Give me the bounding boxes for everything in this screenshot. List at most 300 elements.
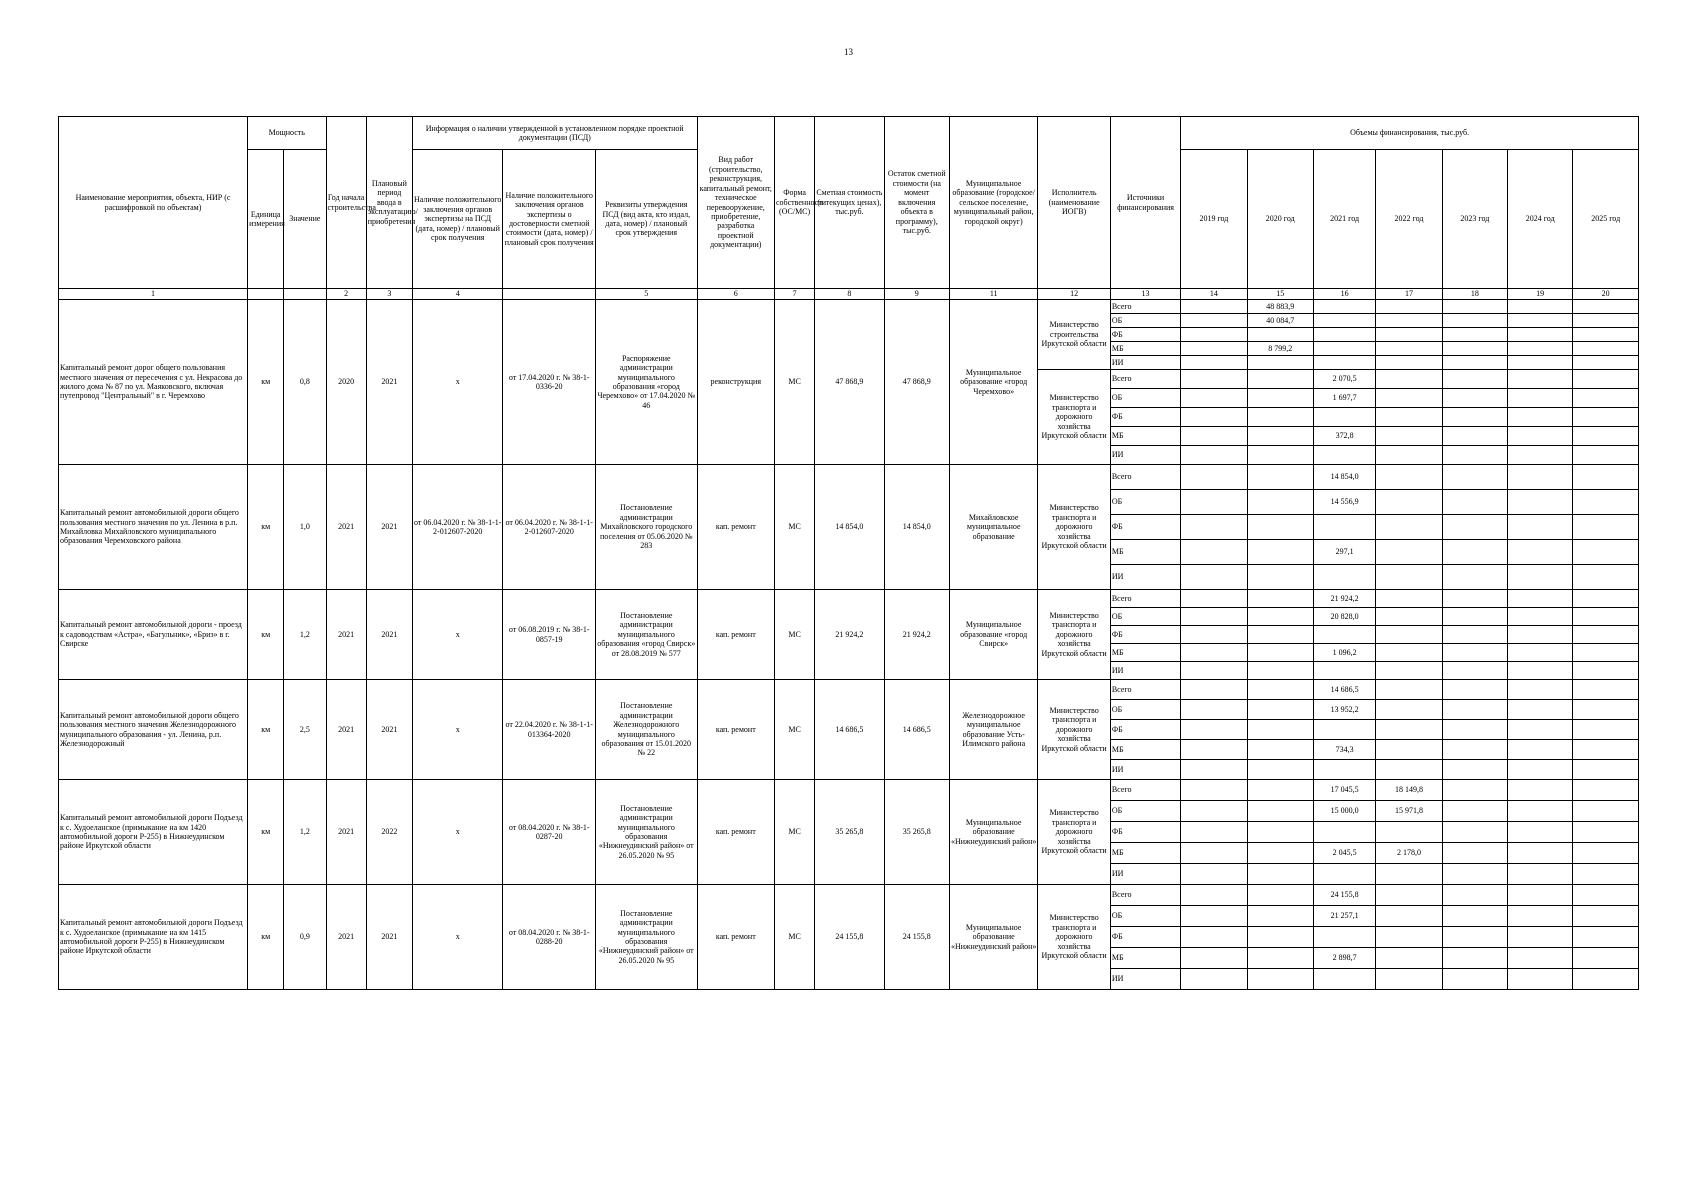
- funding-value: [1442, 446, 1507, 465]
- object-municipality: Муниципальное образование «Нижнеудинский район»: [949, 780, 1037, 885]
- funding-value: [1508, 408, 1573, 427]
- header-psd-cost-expertise: Наличие положительного заключения органов экспертизы о достоверности сметной стоимости (дата, номер) / плановый срок получения: [503, 150, 596, 289]
- funding-value: [1247, 864, 1313, 885]
- funding-value: 17 045,5: [1313, 780, 1375, 801]
- funding-value: [1376, 822, 1442, 843]
- object-estimated-cost: 47 868,9: [815, 300, 884, 465]
- table-row: [59, 780, 1639, 801]
- object-planned-period: 2022: [366, 780, 412, 885]
- object-estimated-cost: 14 686,5: [815, 680, 884, 780]
- funding-value: 21 924,2: [1313, 590, 1375, 608]
- funding-value: [1442, 314, 1507, 328]
- funding-value: [1573, 720, 1639, 740]
- funding-value: [1181, 822, 1247, 843]
- funding-value: [1376, 626, 1442, 644]
- funding-value: [1313, 300, 1375, 314]
- page-number: 13: [844, 47, 853, 57]
- funding-source: ОБ: [1110, 906, 1180, 927]
- funding-value: [1442, 740, 1507, 760]
- object-name: Капитальный ремонт автомобильной дороги - проезд к садоводствам «Астра», «Багульник», «Бриз» в г. Свирске: [59, 590, 248, 680]
- object-psd-expertise: х: [412, 300, 503, 465]
- funding-source: МБ: [1110, 644, 1180, 662]
- funding-value: [1247, 720, 1313, 740]
- funding-value: [1442, 408, 1507, 427]
- funding-value: [1573, 328, 1639, 342]
- header-psd-approval: Реквизиты утверждения ПСД (вид акта, кто издал, дата, номер) / плановый срок утверждения: [595, 150, 697, 289]
- funding-source: Всего: [1110, 680, 1180, 700]
- funding-value: [1181, 608, 1247, 626]
- funding-source: ОБ: [1110, 490, 1180, 515]
- funding-value: [1376, 515, 1442, 540]
- funding-value: [1181, 644, 1247, 662]
- funding-source: ИИ: [1110, 565, 1180, 590]
- funding-source: Всего: [1110, 300, 1180, 314]
- header-year-2019: 2019 год: [1181, 150, 1247, 289]
- funding-value: [1442, 427, 1507, 446]
- funding-value: [1508, 662, 1573, 680]
- funding-value: [1442, 822, 1507, 843]
- object-ownership: МС: [774, 885, 814, 990]
- funding-value: [1247, 370, 1313, 389]
- funding-value: [1376, 700, 1442, 720]
- funding-value: [1508, 801, 1573, 822]
- funding-value: [1181, 969, 1247, 990]
- funding-value: [1573, 927, 1639, 948]
- object-start-year: 2020: [326, 300, 366, 465]
- object-power-value: 1,2: [284, 590, 326, 680]
- object-executor: Министерство транспорта и дорожного хозяйства Иркутской области: [1038, 465, 1110, 590]
- funding-value: 20 828,0: [1313, 608, 1375, 626]
- funding-value: [1442, 801, 1507, 822]
- object-unit: км: [248, 780, 284, 885]
- funding-value: [1442, 760, 1507, 780]
- funding-source: ОБ: [1110, 608, 1180, 626]
- object-psd-approval: Постановление администрации муниципального образования «город Свирск» от 28.08.2019 № 577: [595, 590, 697, 680]
- funding-value: [1573, 356, 1639, 370]
- object-psd-approval: Распоряжение администрации муниципального образования «город Черемхово» от 17.04.2020 № 46: [595, 300, 697, 465]
- funding-value: [1181, 662, 1247, 680]
- funding-value: [1247, 626, 1313, 644]
- funding-value: [1508, 644, 1573, 662]
- object-ownership: МС: [774, 680, 814, 780]
- funding-value: [1573, 427, 1639, 446]
- funding-value: 15 971,8: [1376, 801, 1442, 822]
- column-number-cell: 8: [815, 289, 884, 300]
- funding-value: [1573, 515, 1639, 540]
- column-number-cell: 13: [1110, 289, 1180, 300]
- funding-value: [1313, 565, 1375, 590]
- funding-value: [1247, 644, 1313, 662]
- object-power-value: 2,5: [284, 680, 326, 780]
- object-executor: Министерство транспорта и дорожного хозяйства Иркутской области: [1038, 885, 1110, 990]
- object-planned-period: 2021: [366, 680, 412, 780]
- funding-value: [1376, 969, 1442, 990]
- funding-value: [1376, 864, 1442, 885]
- funding-value: [1508, 885, 1573, 906]
- object-work-type: кап. ремонт: [697, 680, 774, 780]
- funding-value: [1313, 720, 1375, 740]
- object-work-type: реконструкция: [697, 300, 774, 465]
- funding-value: [1313, 662, 1375, 680]
- object-name: Капитальный ремонт автомобильной дороги общего пользования местного значения Железнодорожного муниципального образования - ул. Ленина, р.п. Железнодорожный: [59, 680, 248, 780]
- header-year-2021: 2021 год: [1313, 150, 1375, 289]
- funding-value: [1376, 465, 1442, 490]
- column-number-cell: 20: [1573, 289, 1639, 300]
- funding-value: [1376, 565, 1442, 590]
- funding-value: [1508, 590, 1573, 608]
- funding-value: [1181, 356, 1247, 370]
- funding-value: [1181, 740, 1247, 760]
- funding-value: [1508, 370, 1573, 389]
- object-ownership: МС: [774, 590, 814, 680]
- object-planned-period: 2021: [366, 885, 412, 990]
- column-number-cell: 17: [1376, 289, 1442, 300]
- funding-value: [1442, 720, 1507, 740]
- funding-value: [1508, 740, 1573, 760]
- header-ownership: Форма собственности (ОС/МС): [774, 117, 814, 289]
- funding-value: [1442, 906, 1507, 927]
- funding-value: [1247, 565, 1313, 590]
- object-psd-approval: Постановление администрации Железнодорожного муниципального образования от 15.01.2020 № 22: [595, 680, 697, 780]
- funding-value: [1181, 626, 1247, 644]
- object-power-value: 1,0: [284, 465, 326, 590]
- funding-source: Всего: [1110, 370, 1180, 389]
- funding-value: [1573, 565, 1639, 590]
- object-estimated-cost: 24 155,8: [815, 885, 884, 990]
- funding-value: [1247, 490, 1313, 515]
- funding-value: [1181, 780, 1247, 801]
- object-psd-expertise: х: [412, 680, 503, 780]
- funding-value: [1181, 927, 1247, 948]
- funding-value: [1508, 356, 1573, 370]
- header-remaining-cost: Остаток сметной стоимости (на момент включения объекта в программу), тыс.руб.: [884, 117, 949, 289]
- column-number-row: [59, 289, 1639, 300]
- funding-value: [1313, 969, 1375, 990]
- funding-value: [1181, 490, 1247, 515]
- object-unit: км: [248, 590, 284, 680]
- funding-value: [1442, 700, 1507, 720]
- funding-value: [1573, 370, 1639, 389]
- funding-value: [1376, 314, 1442, 328]
- funding-value: [1376, 608, 1442, 626]
- funding-value: 13 952,2: [1313, 700, 1375, 720]
- funding-value: [1376, 906, 1442, 927]
- funding-value: [1442, 490, 1507, 515]
- funding-value: [1442, 843, 1507, 864]
- funding-value: [1442, 608, 1507, 626]
- funding-value: [1247, 680, 1313, 700]
- table-row: [59, 300, 1639, 314]
- funding-value: [1181, 843, 1247, 864]
- funding-value: [1181, 720, 1247, 740]
- funding-value: [1508, 948, 1573, 969]
- funding-value: [1442, 885, 1507, 906]
- header-value: Значение: [284, 150, 326, 289]
- funding-value: [1573, 948, 1639, 969]
- funding-value: [1573, 644, 1639, 662]
- funding-value: [1313, 515, 1375, 540]
- funding-value: [1442, 515, 1507, 540]
- funding-value: [1573, 626, 1639, 644]
- funding-value: [1442, 662, 1507, 680]
- object-psd-expertise: х: [412, 780, 503, 885]
- object-power-value: 0,9: [284, 885, 326, 990]
- funding-value: [1573, 662, 1639, 680]
- funding-value: [1181, 427, 1247, 446]
- funding-value: [1573, 540, 1639, 565]
- funding-value: [1442, 342, 1507, 356]
- funding-value: [1181, 885, 1247, 906]
- funding-value: [1573, 342, 1639, 356]
- funding-source: МБ: [1110, 948, 1180, 969]
- funding-source: МБ: [1110, 540, 1180, 565]
- funding-value: [1181, 948, 1247, 969]
- funding-value: 372,8: [1313, 427, 1375, 446]
- table-row: [59, 680, 1639, 700]
- funding-value: 14 556,9: [1313, 490, 1375, 515]
- funding-value: [1573, 590, 1639, 608]
- funding-value: [1442, 626, 1507, 644]
- funding-value: [1181, 465, 1247, 490]
- funding-value: [1508, 300, 1573, 314]
- object-municipality: Муниципальное образование «город Черемхово»: [949, 300, 1037, 465]
- funding-value: [1376, 590, 1442, 608]
- column-number-cell: 15: [1247, 289, 1313, 300]
- header-financing: Объемы финансирования, тыс.руб.: [1181, 117, 1639, 150]
- funding-value: [1508, 700, 1573, 720]
- funding-value: [1442, 300, 1507, 314]
- funding-value: [1376, 356, 1442, 370]
- funding-value: [1376, 740, 1442, 760]
- funding-value: [1573, 389, 1639, 408]
- object-remaining-cost: 35 265,8: [884, 780, 949, 885]
- funding-value: 48 883,9: [1247, 300, 1313, 314]
- funding-value: [1247, 780, 1313, 801]
- funding-value: [1247, 801, 1313, 822]
- funding-value: [1376, 927, 1442, 948]
- column-number-cell: 11: [949, 289, 1037, 300]
- funding-source: ФБ: [1110, 927, 1180, 948]
- funding-source: ИИ: [1110, 662, 1180, 680]
- funding-value: [1247, 927, 1313, 948]
- table-row: [59, 465, 1639, 490]
- funding-value: [1573, 843, 1639, 864]
- funding-value: [1181, 565, 1247, 590]
- funding-source: Всего: [1110, 780, 1180, 801]
- funding-value: [1247, 465, 1313, 490]
- funding-value: 1 697,7: [1313, 389, 1375, 408]
- table-row: [59, 590, 1639, 608]
- funding-value: [1573, 700, 1639, 720]
- funding-value: [1508, 465, 1573, 490]
- funding-value: [1442, 590, 1507, 608]
- funding-source: ФБ: [1110, 720, 1180, 740]
- funding-value: [1508, 515, 1573, 540]
- funding-value: [1508, 720, 1573, 740]
- funding-value: [1247, 389, 1313, 408]
- funding-value: [1181, 906, 1247, 927]
- funding-source: МБ: [1110, 740, 1180, 760]
- funding-value: [1573, 969, 1639, 990]
- header-planned-period: Плановый период ввода в эксплуатацию/приобретения: [366, 117, 412, 289]
- funding-value: 8 799,2: [1247, 342, 1313, 356]
- funding-value: [1247, 760, 1313, 780]
- object-unit: км: [248, 465, 284, 590]
- column-number-cell: 2: [326, 289, 366, 300]
- funding-value: 40 084,7: [1247, 314, 1313, 328]
- object-estimated-cost: 21 924,2: [815, 590, 884, 680]
- object-remaining-cost: 24 155,8: [884, 885, 949, 990]
- funding-value: [1573, 608, 1639, 626]
- column-number-cell: [284, 289, 326, 300]
- funding-value: [1247, 356, 1313, 370]
- funding-value: [1181, 314, 1247, 328]
- funding-value: [1508, 864, 1573, 885]
- object-psd-expertise: от 06.04.2020 г. № 38-1-1-2-012607-2020: [412, 465, 503, 590]
- funding-source: МБ: [1110, 843, 1180, 864]
- object-executor: Министерство транспорта и дорожного хозяйства Иркутской области: [1038, 780, 1110, 885]
- funding-source: ИИ: [1110, 356, 1180, 370]
- funding-value: [1313, 342, 1375, 356]
- funding-value: [1376, 540, 1442, 565]
- funding-value: [1573, 864, 1639, 885]
- funding-value: [1181, 540, 1247, 565]
- header-power: Мощность: [248, 117, 326, 150]
- object-municipality: Михайловское муниципальное образование: [949, 465, 1037, 590]
- funding-value: [1376, 885, 1442, 906]
- object-estimated-cost: 35 265,8: [815, 780, 884, 885]
- funding-value: [1181, 700, 1247, 720]
- funding-value: [1376, 644, 1442, 662]
- financing-table: [58, 116, 1639, 990]
- funding-value: 14 686,5: [1313, 680, 1375, 700]
- funding-value: 18 149,8: [1376, 780, 1442, 801]
- funding-value: [1508, 969, 1573, 990]
- funding-value: [1313, 408, 1375, 427]
- funding-value: [1247, 740, 1313, 760]
- funding-value: [1508, 446, 1573, 465]
- funding-value: [1573, 300, 1639, 314]
- funding-value: 21 257,1: [1313, 906, 1375, 927]
- object-unit: км: [248, 300, 284, 465]
- object-municipality: Муниципальное образование «город Свирск»: [949, 590, 1037, 680]
- funding-value: [1442, 927, 1507, 948]
- object-municipality: Железнодорожное муниципальное образование Усть-Илимского района: [949, 680, 1037, 780]
- object-psd-expertise: х: [412, 590, 503, 680]
- funding-value: [1508, 780, 1573, 801]
- funding-value: [1247, 662, 1313, 680]
- object-start-year: 2021: [326, 465, 366, 590]
- funding-value: [1442, 356, 1507, 370]
- header-municipality: Муниципальное образование (городское/сельское поселение, муниципальный район, городской округ): [949, 117, 1037, 289]
- funding-value: [1573, 740, 1639, 760]
- funding-value: [1508, 680, 1573, 700]
- header-unit: Единица измерения: [248, 150, 284, 289]
- column-number-cell: [503, 289, 596, 300]
- funding-value: [1442, 370, 1507, 389]
- object-unit: км: [248, 885, 284, 990]
- object-psd-cost-expertise: от 08.04.2020 г. № 38-1-0287-20: [503, 780, 596, 885]
- funding-value: [1376, 680, 1442, 700]
- funding-value: 24 155,8: [1313, 885, 1375, 906]
- funding-source: Всего: [1110, 590, 1180, 608]
- object-psd-approval: Постановление администрации Михайловского городского поселения от 05.06.2020 № 283: [595, 465, 697, 590]
- object-executor: Министерство транспорта и дорожного хозяйства Иркутской области: [1038, 680, 1110, 780]
- funding-value: [1376, 408, 1442, 427]
- funding-value: [1573, 490, 1639, 515]
- funding-value: [1508, 626, 1573, 644]
- object-psd-cost-expertise: от 22.04.2020 г. № 38-1-1-013364-2020: [503, 680, 596, 780]
- object-work-type: кап. ремонт: [697, 590, 774, 680]
- funding-value: [1376, 328, 1442, 342]
- object-psd-cost-expertise: от 08.04.2020 г. № 38-1-0288-20: [503, 885, 596, 990]
- funding-value: [1573, 801, 1639, 822]
- funding-value: [1508, 843, 1573, 864]
- funding-value: [1442, 969, 1507, 990]
- object-psd-cost-expertise: от 17.04.2020 г. № 38-1-0336-20: [503, 300, 596, 465]
- funding-value: [1247, 969, 1313, 990]
- column-number-cell: 4: [412, 289, 503, 300]
- funding-source: ИИ: [1110, 446, 1180, 465]
- funding-value: [1376, 300, 1442, 314]
- funding-value: [1181, 590, 1247, 608]
- funding-value: [1376, 720, 1442, 740]
- funding-value: [1508, 389, 1573, 408]
- object-executor: Министерство транспорта и дорожного хозяйства Иркутской области: [1038, 370, 1110, 465]
- funding-value: [1313, 760, 1375, 780]
- funding-source: ИИ: [1110, 864, 1180, 885]
- funding-source: МБ: [1110, 427, 1180, 446]
- funding-value: [1247, 822, 1313, 843]
- funding-value: [1181, 515, 1247, 540]
- header-year-2024: 2024 год: [1508, 150, 1573, 289]
- funding-source: ФБ: [1110, 626, 1180, 644]
- column-number-cell: 14: [1181, 289, 1247, 300]
- funding-value: [1508, 608, 1573, 626]
- object-remaining-cost: 14 686,5: [884, 680, 949, 780]
- funding-value: [1247, 328, 1313, 342]
- column-number-cell: 9: [884, 289, 949, 300]
- funding-value: [1508, 342, 1573, 356]
- object-remaining-cost: 14 854,0: [884, 465, 949, 590]
- column-number-cell: 6: [697, 289, 774, 300]
- funding-value: [1442, 328, 1507, 342]
- object-municipality: Муниципальное образование «Нижнеудинский район»: [949, 885, 1037, 990]
- funding-value: [1247, 906, 1313, 927]
- funding-value: [1181, 446, 1247, 465]
- object-planned-period: 2021: [366, 300, 412, 465]
- column-number-cell: 16: [1313, 289, 1375, 300]
- header-sources: Источники финансирования: [1110, 117, 1180, 289]
- object-ownership: МС: [774, 780, 814, 885]
- funding-value: [1376, 342, 1442, 356]
- object-psd-cost-expertise: от 06.04.2020 г. № 38-1-1-2-012607-2020: [503, 465, 596, 590]
- funding-value: [1313, 864, 1375, 885]
- funding-value: [1313, 328, 1375, 342]
- funding-value: 1 096,2: [1313, 644, 1375, 662]
- funding-source: ФБ: [1110, 328, 1180, 342]
- funding-value: [1573, 780, 1639, 801]
- funding-value: [1442, 389, 1507, 408]
- header-start-year: Год начала строительства: [326, 117, 366, 289]
- funding-source: Всего: [1110, 465, 1180, 490]
- funding-value: [1376, 490, 1442, 515]
- object-power-value: 1,2: [284, 780, 326, 885]
- funding-source: ОБ: [1110, 801, 1180, 822]
- funding-value: [1313, 822, 1375, 843]
- object-work-type: кап. ремонт: [697, 885, 774, 990]
- funding-value: 734,3: [1313, 740, 1375, 760]
